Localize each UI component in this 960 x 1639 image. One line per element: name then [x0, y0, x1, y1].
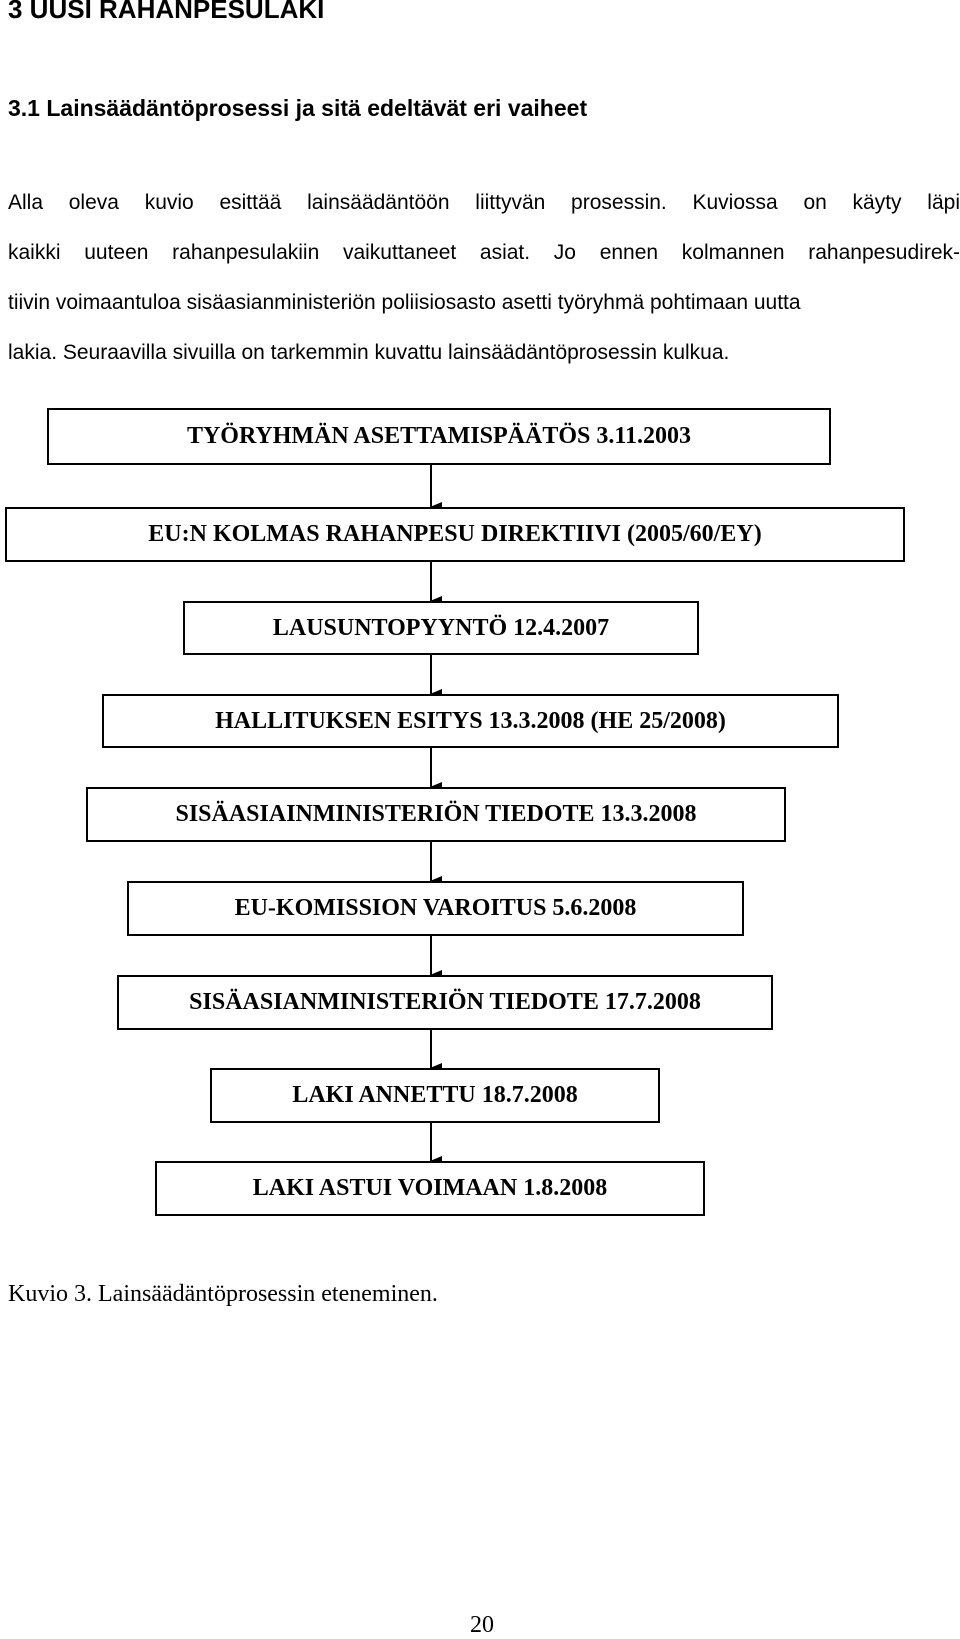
flow-step-working-group: TYÖRYHMÄN ASETTAMISPÄÄTÖS 3.11.2003 — [47, 408, 831, 465]
paragraph-line-2: kaikki uuteen rahanpesulakiin vaikuttaneet asiat. Jo ennen kolmannen rahanpesudirek- — [8, 241, 960, 264]
flow-step-eu-directive: EU:N KOLMAS RAHANPESU DIREKTIIVI (2005/60/EY) — [5, 507, 905, 562]
flow-step-ministry-bulletin-1: SISÄASIAINMINISTERIÖN TIEDOTE 13.3.2008 — [86, 787, 786, 842]
chapter-heading: 3 UUSI RAHANPESULAKI — [8, 0, 325, 24]
paragraph-line-1: Alla oleva kuvio esittää lainsäädäntöön liittyvän prosessin. Kuviossa on käyty läpi — [8, 191, 960, 214]
section-heading: 3.1 Lainsäädäntöprosessi ja sitä edeltävät eri vaiheet — [8, 95, 588, 121]
paragraph-line-3: tiivin voimaantuloa sisäasianministeriön poliisiosasto asetti työryhmä pohtimaan uutta — [8, 291, 801, 314]
page-number: 20 — [470, 1612, 494, 1638]
flow-step-consultation: LAUSUNTOPYYNTÖ 12.4.2007 — [183, 601, 699, 655]
figure-caption: Kuvio 3. Lainsäädäntöprosessin eteneminen. — [8, 1281, 438, 1307]
flow-step-law-in-force: LAKI ASTUI VOIMAAN 1.8.2008 — [155, 1161, 705, 1216]
flow-step-law-enacted: LAKI ANNETTU 18.7.2008 — [210, 1068, 660, 1123]
flow-step-ministry-bulletin-2: SISÄASIANMINISTERIÖN TIEDOTE 17.7.2008 — [117, 975, 773, 1030]
paragraph-line-4: lakia. Seuraavilla sivuilla on tarkemmin kuvattu lainsäädäntöprosessin kulkua. — [8, 341, 730, 364]
flow-step-government-bill: HALLITUKSEN ESITYS 13.3.2008 (HE 25/2008) — [102, 694, 839, 748]
flow-step-eu-commission-warning: EU-KOMISSION VAROITUS 5.6.2008 — [127, 881, 744, 936]
